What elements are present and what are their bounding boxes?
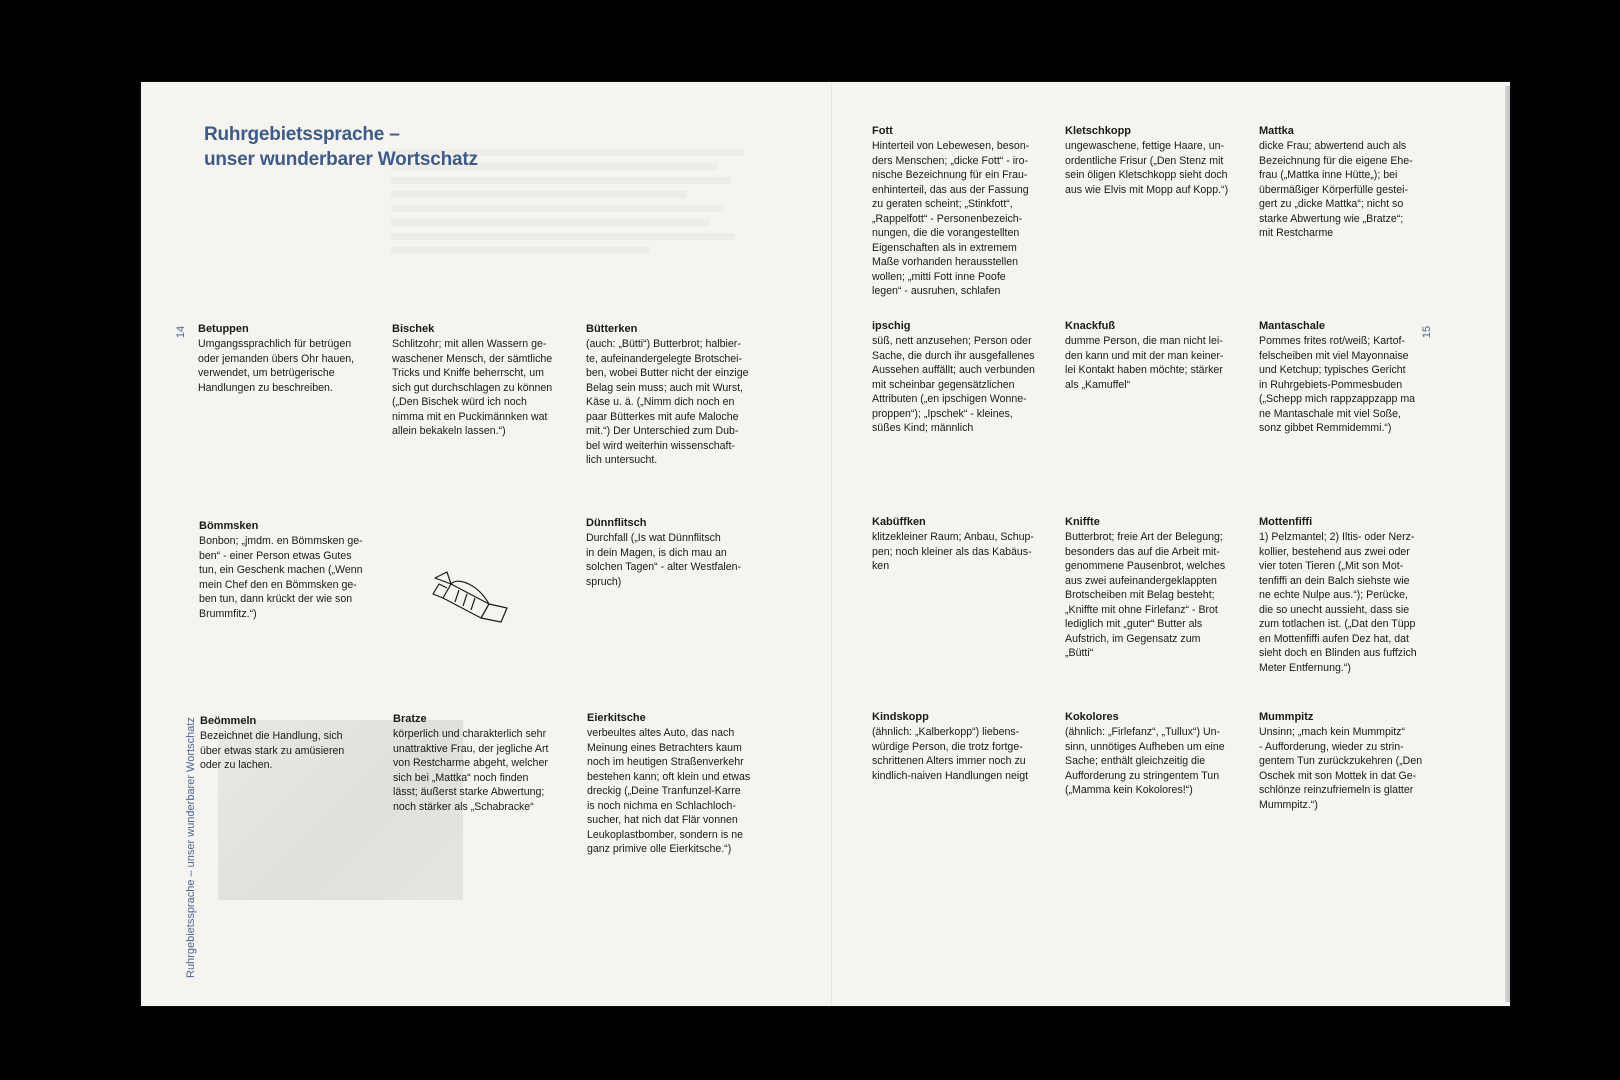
entry-definition: Pommes frites rot/weiß; Kartof- felscheiben mit viel Mayonnaise und Ketchup; typisches Gericht in Ruhrgebiets-Pommesbuden („Schepp mich rappzappzapp ma ne Mantaschale mit viel Soße, sonz gibbet Remmidemmi.“) [1259,335,1416,434]
entry-term: Kniffte [1065,516,1100,528]
entry-term: Knackfuß [1065,320,1116,332]
entry-kindskopp [872,710,1062,783]
entry-bischek [392,322,582,439]
entry-term: Bömmsken [199,520,259,532]
entry-kabueffken [872,515,1062,574]
entry-definition: Unsinn; „mach kein Mummpitz“ - Aufforderung, wieder zu strin- gentem Tun zurückzukehren („Den Oschek mit son Mottek in dat Ge- schlönze reinzufriemeln is glatter Mummpitz.“) [1259,726,1423,811]
entry-term: Kindskopp [872,711,929,723]
entry-mottenfiffi [1259,515,1449,675]
entry-betuppen [198,322,378,395]
spine-fold [831,82,832,1006]
entry-term: Dünnflitsch [586,517,647,529]
entry-term: Fott [872,125,893,137]
entry-definition: (ähnlich: „Kalberkopp“) liebens- würdige Person, die trotz fortge- schrittenen Alters immer noch zu kindlich-naiven Handlungen neigt [872,726,1029,782]
entry-term: Bischek [392,323,435,335]
entry-knackfuss [1065,319,1255,392]
entry-boemmsken [199,519,389,621]
entry-definition: körperlich und charakterlich sehr unattraktive Frau, der jegliche Art von Restcharme abgeht, welcher sich bei „Mattka“ noch finden lässt; äußerst starke Abwertung; noch stärker als „Schabracke“ [393,728,549,813]
entry-term: Beömmeln [200,715,257,727]
entry-term: Mottenfiffi [1259,516,1313,528]
entry-definition: Bezeichnet die Handlung, sich über etwas stark zu amüsieren oder zu lachen. [200,730,345,771]
title-line-1: Ruhrgebietssprache – [204,124,400,145]
entry-buetterken [586,322,776,468]
entry-term: Mantaschale [1259,320,1326,332]
entry-mantaschale [1259,319,1449,436]
entry-definition: dumme Person, die man nicht lei- den kann und mit der man keiner- lei Kontakt haben möchte; stärker als „Kamuffel“ [1065,335,1224,391]
running-head: Ruhrgebietssprache – unser wunderbarer Wortschatz [185,717,197,978]
entry-definition: Butterbrot; freie Art der Belegung; besonders das auf die Arbeit mit- genommene Pausenbrot, welches aus zwei aufeinandergeklappten Brotscheiben mit Belag besteht; „Kniffte mit ohne Firlefanz“ - Brot lediglich mit „guter“ Butter als Aufstrich, im Gegensatz zum „Bütti“ [1065,531,1226,659]
entry-definition: verbeultes altes Auto, das nach Meinung eines Betrachters kaum noch im heutigen Straßenverkehr bestehen kann; oft klein und etwas dreckig („Deine Tranfunzel-Karre is noch nichma en Schlachloch- sucher, hat nich dat Flär vonnen Leukoplastbomber, sondern is ne ganz primive olle Eierkitsche.“) [587,727,751,855]
entry-mummpitz [1259,710,1449,812]
entry-kokolores [1065,710,1255,798]
entry-definition: Durchfall („Is wat Dünnflitsch in dein Magen, is dich mau an solchen Tagen“ - alter Westfalen- spruch) [586,532,742,588]
entry-term: Mattka [1259,125,1294,137]
entry-duennflitsch [586,516,776,589]
entry-term: Bratze [393,713,427,725]
page-edge [1505,86,1510,1002]
entry-kletschkopp [1065,124,1255,197]
entry-definition: ungewaschene, fettige Haare, un- ordentliche Frisur („Den Stenz mit sein öligen Kletschkopp sieht doch aus wie Elvis mit Mopp auf Kopp.“) [1065,140,1229,196]
entry-term: Kletschkopp [1065,125,1132,137]
entry-term: Mummpitz [1259,711,1314,723]
entry-definition: Bonbon; „jmdm. en Bömmsken ge- ben“ - einer Person etwas Gutes tun, ein Geschenk machen („Wenn mein Chef den en Bömmsken ge- ben tun, dann krückt der wie son Brummfitz.“) [199,535,363,620]
page-title [204,122,478,172]
entry-term: Betuppen [198,323,249,335]
page-number-left: 14 [175,325,188,339]
booklet-spread [141,82,1510,1006]
entry-beoemmeln [200,714,390,773]
entry-definition: Umgangssprachlich für betrügen oder jemanden übers Ohr hauen, verwendet, um betrügerische Handlungen zu beschreiben. [198,338,355,394]
wrapped-candy-illustration [429,564,513,624]
entry-definition: Schlitzohr; mit allen Wassern ge- waschener Mensch, der sämtliche Tricks und Kniffe beherrscht, um sich gut durchschlagen zu können („Den Bischek würd ich noch nimma mit en Puckimännken wat allein bekakeln lassen.“) [392,338,553,437]
entry-definition: klitzekleiner Raum; Anbau, Schup- pen; noch kleiner als das Kabäus- ken [872,531,1034,572]
entry-ipschig [872,319,1062,436]
entry-definition: Hinterteil von Lebewesen, beson- ders Menschen; „dicke Fott“ - iro- nische Bezeichnung für ein Frau- enhinterteil, das aus der Fassung zu geraten scheint; „Stinkfott“, „Rappelfott“ - Personenbezeich- nungen, die die vorangestellten Eigenschaften als in extremem Maße vorhanden herausstellen wollen; „mitti Fott inne Poofe legen“ - ausruhen, schlafen [872,140,1030,297]
title-line-2: unser wunderbarer Wortschatz [204,149,478,170]
entry-mattka [1259,124,1449,241]
entry-definition: 1) Pelzmantel; 2) Iltis- oder Nerz- kollier, bestehend aus zwei oder vier toten Tieren („Mit son Mot- tenfiffi an dein Balch siehste wie ne echte Nulpe aus.“); Perücke, die so unecht aussieht, dass sie zum totlachen ist. („Dat den Tüpp en Mottenfiffi aufen Dez hat, dat sieht doch en Blinden aus fuffzich Meter Entfernung.“) [1259,531,1417,674]
entry-term: Kabüffken [872,516,926,528]
entry-kniffte [1065,515,1255,661]
entry-term: ipschig [872,320,911,332]
entry-eierkitsche [587,711,777,857]
entry-definition: süß, nett anzusehen; Person oder Sache, die durch ihr ausgefallenes Aussehen auffällt; auch verbunden mit scheinbar gegensätzlichen Attributen („en ipschigen Wonne- proppen“); „Ipschek“ - kleines, süßes Kind; männlich [872,335,1035,434]
entry-term: Bütterken [586,323,638,335]
entry-term: Kokolores [1065,711,1119,723]
show-through-heading [581,120,586,140]
entry-definition: (auch: „Bütti“) Butterbrot; halbier- te, aufeinandergelegte Brotschei- ben, wobei Butter nicht der einzige Belag sein muss; auch mit Wurst, Käse u. ä. („Nimm dich noch en paar Bütterkes mit aufe Maloche mit.“) Der Unterschied zum Dub- bel wird weiterhin wissenschaft- lich untersucht. [586,338,749,466]
entry-fott [872,124,1062,299]
entry-definition: dicke Frau; abwertend auch als Bezeichnung für die eigene Ehe- frau („Mattka inne Hütte„); bei übermäßiger Körperfülle gestei- gert zu „dicke Mattka“; nicht so starke Abwertung wie „Bratze“; mit Restcharme [1259,140,1413,239]
entry-term: Eierkitsche [587,712,646,724]
entry-definition: (ähnlich: „Firlefanz“, „Tullux“) Un- sinn, unnötiges Aufheben um eine Sache; enthält gleichzeitig die Aufforderung zu stringentem Tun („Mamma kein Kokolores!“) [1065,726,1225,796]
entry-bratze [393,712,583,814]
page-number-right: 15 [1421,325,1434,339]
